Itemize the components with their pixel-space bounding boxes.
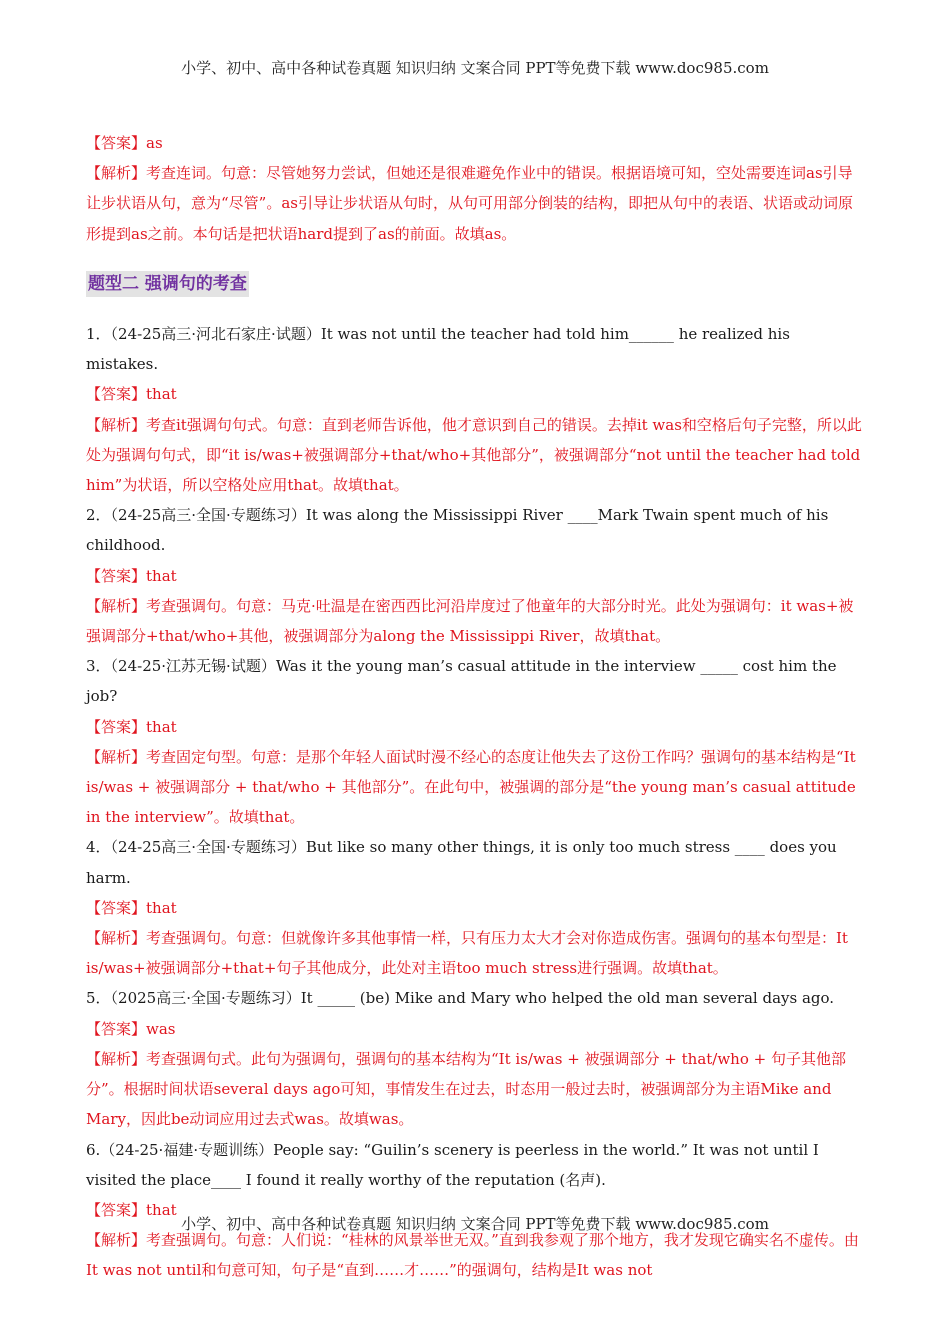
question-text: 1．（24-25高三·河北石家庄·试题）It was not until the teacher had told him______ he realized his mistakes. (86, 325, 790, 374)
answer-text: 【答案】was (86, 1019, 176, 1038)
question-5 (86, 983, 866, 1134)
answer-text: 【答案】that (86, 717, 177, 736)
answer-text: 【答案】that (86, 898, 177, 917)
question-2 (86, 500, 866, 651)
question-text: 4．（24-25高三·全国·专题练习）But like so many other things, it is only too much stress ____ does you harm. (86, 838, 837, 887)
section-heading (86, 269, 866, 299)
analysis-text: 【解析】考查固定句型。句意：是那个年轻人面试时漫不经心的态度让他失去了这份工作吗？强调句的基本结构是“It is/was + 被强调部分 + that/who + 其他部分”。在此句中，被强调的部分是“the young man’s casual attitude in the interview”。故填that。 (86, 747, 856, 827)
answer-text: 【答案】that (86, 1200, 177, 1219)
question-1 (86, 319, 866, 500)
question-3 (86, 651, 866, 832)
analysis-text: 【解析】考查it强调句句式。句意：直到老师告诉他，他才意识到自己的错误。去掉it was和空格后句子完整，所以此处为强调句句式，即“it is/was+被强调部分+that/who+其他部分”，被强调部分“not until the teacher had told him”为状语，所以空格处应用that。故填that。 (86, 415, 862, 495)
analysis-text: 【解析】考查强调句。句意：但就像许多其他事情一样，只有压力太大才会对你造成伤害。强调句的基本句型是：It is/was+被强调部分+that+句子其他成分，此处对主语too much stress进行强调。故填that。 (86, 929, 848, 978)
question-4 (86, 832, 866, 983)
question-text: 6.（24-25·福建·专题训练）People say: “Guilin’s scenery is peerless in the world.” It was not until I visited the place____ I found it really worthy of the reputation (名声). (86, 1140, 819, 1189)
answer-text: 【答案】that (86, 385, 177, 404)
analysis-text: 【解析】考查强调句。句意：人们说：“桂林的风景举世无双。”直到我参观了那个地方，我才发现它确实名不虚传。由It was not until和句意可知，句子是“直到……才……”的强调句，结构是It was not (86, 1231, 859, 1280)
question-text: 2．（24-25高三·全国·专题练习）It was along the Mississippi River ____Mark Twain spent much of his childhood. (86, 506, 829, 555)
page-footer: 小学、初中、高中各种试卷真题 知识归纳 文案合同 PPT等免费下载 www.doc985.com (181, 1215, 769, 1233)
answer-text: 【答案】that (86, 566, 177, 585)
question-text: 5．（2025高三·全国·专题练习）It _____ (be) Mike and Mary who helped the old man several days ago. (86, 989, 835, 1008)
document-body (86, 128, 866, 1286)
analysis-text: 【解析】考查强调句式。此句为强调句，强调句的基本结构为“It is/was + 被强调部分 + that/who + 句子其他部分”。根据时间状语several days ago可知，事情发生在过去，时态用一般过去时，被强调部分为主语Mike and Mary，因此be动词应用过去式was。故填was。 (86, 1049, 846, 1129)
section-title: 题型二 强调句的考查 (86, 271, 249, 297)
question-text: 3．（24-25·江苏无锡·试题）Was it the young man’s casual attitude in the interview _____ cost him the job? (86, 657, 837, 706)
question-6 (86, 1135, 866, 1286)
prev-analysis: 【解析】考查连词。句意：尽管她努力尝试，但她还是很难避免作业中的错误。根据语境可知，空处需要连词as引导让步状语从句，意为“尽管”。as引导让步状语从句时，从句可用部分倒装的结构，即把从句中的表语、状语或动词原形提到as之前。本句话是把状语hard提到了as的前面。故填as。 (86, 164, 853, 243)
prev-answer: 【答案】as (86, 134, 163, 152)
analysis-text: 【解析】考查强调句。句意：马克·吐温是在密西西比河沿岸度过了他童年的大部分时光。此处为强调句：it was+被强调部分+that/who+其他，被强调部分为along the Mississippi River，故填that。 (86, 596, 854, 646)
page-header: 小学、初中、高中各种试卷真题 知识归纳 文案合同 PPT等免费下载 www.doc985.com (181, 59, 769, 77)
